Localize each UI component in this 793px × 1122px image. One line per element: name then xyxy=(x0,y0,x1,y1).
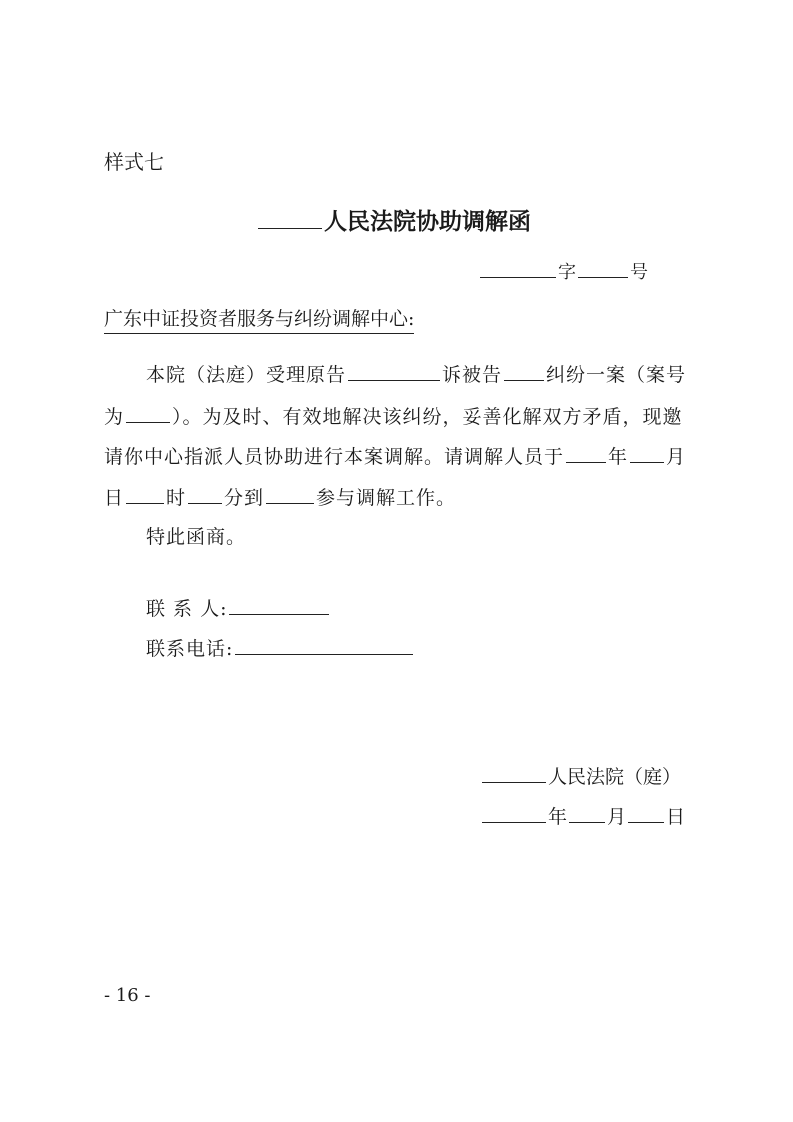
body-line-1 xyxy=(146,360,686,387)
body-text-1a: 本院（法庭）受理原告 xyxy=(146,364,347,386)
contact-person xyxy=(146,594,331,621)
contact-phone xyxy=(146,634,415,661)
sign-year-label: 年 xyxy=(548,806,568,828)
document-number xyxy=(478,258,648,284)
title-text: 人民法院协助调解函 xyxy=(324,209,531,235)
case-number-blank xyxy=(126,421,170,423)
court-sign-blank xyxy=(482,781,546,783)
year-blank xyxy=(566,461,606,463)
contact-person-blank xyxy=(229,613,329,615)
court-name-blank xyxy=(258,227,322,229)
sign-day-label: 日 xyxy=(666,806,686,828)
court-sign-text: 人民法院（庭） xyxy=(548,766,682,788)
sign-month-label: 月 xyxy=(607,806,627,828)
contact-phone-blank xyxy=(235,653,413,655)
hour-blank xyxy=(188,502,222,504)
body-text-2b: ）。为及时、有效地解决该纠纷，妥善化解双方矛盾，现邀 xyxy=(172,406,683,428)
page-number: - 16 - xyxy=(104,985,151,1006)
document-title xyxy=(256,203,531,236)
month-blank xyxy=(630,461,664,463)
number-prefix-blank xyxy=(480,276,556,278)
day-blank xyxy=(126,502,164,504)
body-text-2a: 为 xyxy=(104,406,125,428)
body-line-3 xyxy=(104,442,686,469)
style-label: 样式七 xyxy=(104,150,164,174)
minute-blank xyxy=(266,502,314,504)
number-blank xyxy=(578,276,628,278)
contact-person-label: 联 系 人: xyxy=(146,598,228,620)
sign-month-blank xyxy=(569,821,605,823)
body-text-4b: 时 xyxy=(166,487,187,509)
sign-day-blank xyxy=(628,821,664,823)
addressee: 广东中证投资者服务与纠纷调解中心: xyxy=(104,304,414,334)
contact-phone-label: 联系电话: xyxy=(146,638,234,660)
body-text-4c: 分到 xyxy=(224,487,265,509)
body-text-1b: 诉被告 xyxy=(442,364,503,386)
closing-line: 特此函商。 xyxy=(146,526,247,548)
court-signature xyxy=(480,762,681,789)
hao-label: 号 xyxy=(630,262,648,283)
plaintiff-blank xyxy=(348,379,440,381)
sign-year-blank xyxy=(482,821,546,823)
defendant-blank xyxy=(504,379,544,381)
body-text-3b: 年 xyxy=(608,446,629,468)
body-text-3a: 请你中心指派人员协助进行本案调解。请调解人员于 xyxy=(104,446,565,468)
body-text-4a: 日 xyxy=(104,487,125,509)
body-line-2 xyxy=(104,402,683,429)
body-text-3c: 月 xyxy=(666,446,687,468)
char-label: 字 xyxy=(558,262,576,283)
body-text-4d: 参与调解工作。 xyxy=(316,487,457,509)
body-line-4 xyxy=(104,483,456,510)
body-text-1c: 纠纷一案（案号 xyxy=(546,364,687,386)
signature-date xyxy=(480,802,685,829)
